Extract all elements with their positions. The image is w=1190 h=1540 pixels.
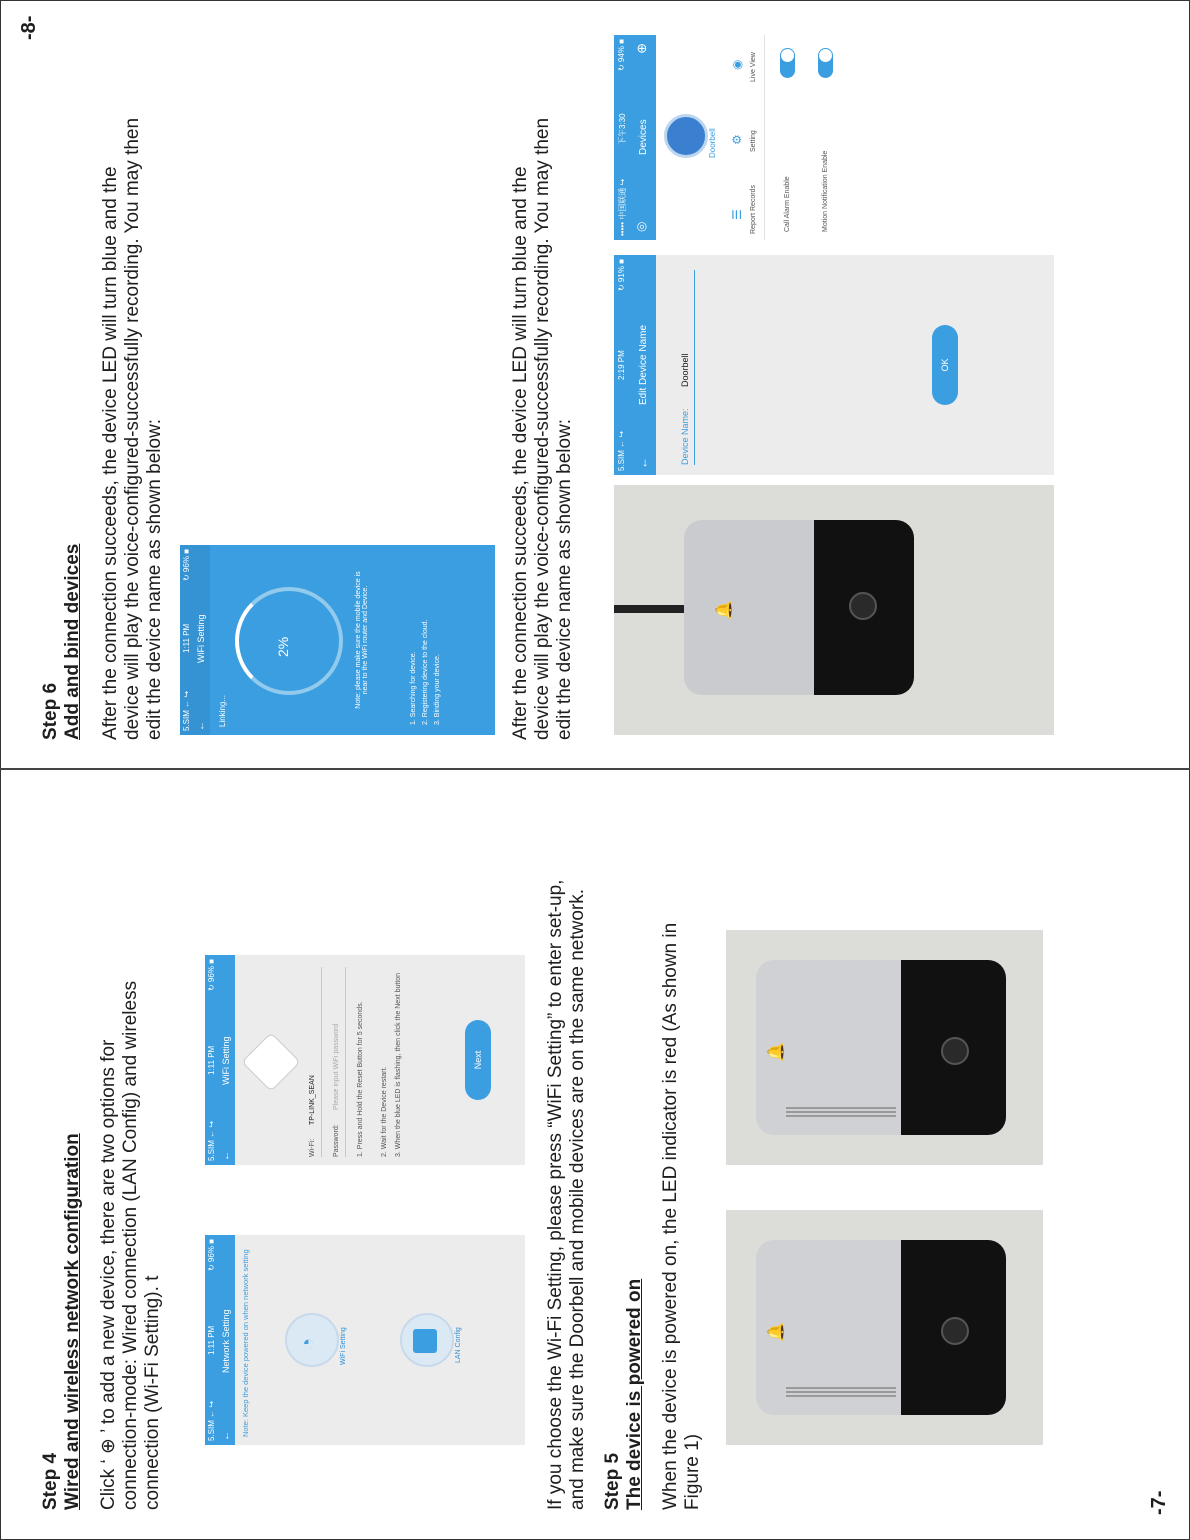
wifi-setting-screenshot: [205, 955, 525, 1165]
status-battery: ↻ 94% ■: [617, 39, 626, 71]
app-header: [205, 955, 235, 1165]
camera-lens-icon: [941, 1037, 969, 1065]
step6-body-3: edit the device name as shown below:: [144, 418, 165, 740]
screen-title: Network Setting: [221, 1309, 231, 1373]
devices-screenshot: [614, 35, 1054, 240]
setting-gear-icon[interactable]: ⚙: [730, 134, 744, 145]
network-setting-screenshot: [205, 1235, 525, 1445]
motion-notification-toggle[interactable]: [818, 48, 833, 78]
step6-title: Add and bind devices: [62, 543, 83, 740]
step4-body-2: connection-mode: Wired connection (LAN Config) and wireless: [120, 980, 141, 1510]
wifi-ssid-field[interactable]: TP-LINK_SEAN: [309, 1075, 316, 1125]
step4-title: Wired and wireless network configuration: [62, 1133, 83, 1510]
status-battery: ↻ 91% ■: [617, 259, 626, 291]
status-battery: ↻ 96% ■: [182, 549, 191, 581]
bell-led-icon: 🔔: [716, 600, 733, 620]
bell-led-icon: 🔔: [768, 1042, 785, 1062]
page-divider: [0, 769, 1190, 771]
add-device-icon[interactable]: ⊕: [634, 43, 649, 54]
step5-title: The device is powered on: [624, 1278, 645, 1510]
note-text: Note: please make sure the mobile device is near to the WiFi router and Device.: [355, 571, 369, 709]
progress-percent: 2%: [275, 636, 291, 657]
screen-title: WiFi Setting: [221, 1036, 231, 1085]
app-header: [614, 255, 656, 475]
link-step-2: 2. Registering device to the cloud.: [422, 619, 429, 725]
bell-led-icon: 🔔: [768, 1322, 785, 1342]
call-alarm-label: Call Alarm Enable: [784, 176, 791, 232]
link-step-3: 3. Binding your device.: [434, 654, 441, 725]
live-view-label: Live View: [750, 52, 757, 82]
status-carrier: 5.SIM ← ↪: [207, 1120, 216, 1161]
wifi-setting-label: WiFi Setting: [340, 1327, 347, 1365]
lan-icon: [413, 1329, 437, 1353]
status-time: 1:11 PM: [207, 1325, 216, 1355]
step6-repeat-3: edit the device name as shown below:: [554, 418, 575, 740]
instruction-2: 2. Wait for the Device restart.: [381, 1066, 388, 1157]
status-battery: ↻ 96% ■: [207, 959, 216, 991]
setting-label: Setting: [750, 130, 757, 152]
step6-body-1: After the connection succeeds, the device LED will turn blue and the: [100, 166, 121, 740]
page-number-right: -8-: [18, 15, 40, 40]
doorbell-photo-blue: [726, 930, 1043, 1165]
step5-label: Step 5: [602, 1452, 623, 1510]
next-button[interactable]: Next: [465, 1020, 491, 1100]
doorbell-photo-red: [726, 1210, 1043, 1445]
lan-config-label: LAN Config: [455, 1327, 462, 1363]
motion-notification-label: Motion Notification Enable: [822, 150, 829, 232]
linking-text: Linking...: [218, 694, 227, 727]
device-icon: [241, 1032, 300, 1091]
link-step-1: 1. Searching for device.: [410, 651, 417, 725]
step6-body-2: device will play the voice-configured-successfully recording. You may then: [122, 117, 143, 740]
camera-lens-icon: [849, 592, 877, 620]
note-text: Note: Keep the device powered on when network setting: [241, 1249, 250, 1437]
status-carrier: 5.SIM ← ↪: [182, 690, 191, 731]
app-header: [614, 35, 656, 240]
lan-config-button[interactable]: [400, 1313, 454, 1367]
speaker-grille: [786, 1387, 896, 1397]
step6-repeat-2: device will play the voice-configured-successfully recording. You may then: [532, 117, 553, 740]
back-arrow-icon[interactable]: ←: [636, 457, 650, 469]
status-carrier: 5.SIM ← ↪: [207, 1400, 216, 1441]
back-arrow-icon[interactable]: ←: [221, 1431, 232, 1441]
camera-lens-icon: [941, 1317, 969, 1345]
report-records-label: Report Records: [750, 184, 757, 234]
password-input[interactable]: Please input WiFi password: [333, 1023, 340, 1110]
status-time: 1:11 PM: [207, 1045, 216, 1075]
back-arrow-icon[interactable]: ←: [221, 1151, 232, 1161]
password-label: Password:: [333, 1124, 340, 1157]
wifi-note-1: If you choose the Wi-Fi Setting, please press “WiFi Setting” to enter set-up,: [545, 879, 566, 1510]
call-alarm-toggle[interactable]: [780, 48, 795, 78]
edit-device-name-screenshot: [614, 255, 1054, 475]
step5-body-1: When the device is powered on, the LED indicator is red (As shown in: [660, 922, 681, 1510]
screen-title: Edit Device Name: [638, 324, 649, 405]
device-name-input[interactable]: Doorbell: [680, 353, 690, 387]
instruction-3: 3. When the blue LED is flashing, then click the Next button: [395, 972, 402, 1157]
wifi-note-2: and make sure the Doorbell and mobile devices are on the same network.: [567, 888, 588, 1510]
divider: [764, 35, 765, 240]
device-name: Doorbell: [708, 128, 717, 158]
wifi-icon: ◔: [297, 1337, 319, 1350]
step4-label: Step 4: [40, 1452, 61, 1510]
status-time: 1:11 PM: [182, 623, 191, 653]
step5-body-2: Figure 1): [682, 1433, 703, 1510]
ok-button[interactable]: OK: [932, 325, 958, 405]
instruction-1: 1. Press and Hold the Reset Button for 5 seconds.: [357, 1001, 364, 1157]
input-underline: [694, 270, 695, 465]
doorbell-photo-angled: [614, 485, 1054, 735]
speaker-grille: [786, 1107, 896, 1117]
screen-title: WiFi Setting: [196, 614, 206, 663]
records-icon[interactable]: ☰: [730, 209, 744, 220]
doorbell-device-icon[interactable]: [664, 114, 708, 158]
step6-label: Step 6: [40, 682, 61, 740]
user-icon[interactable]: ◎: [634, 221, 648, 232]
app-header: [205, 1235, 235, 1445]
device-name-label: Device Name:: [680, 408, 690, 465]
status-carrier: ••••• 中国联通 ↪: [618, 178, 627, 236]
screen-title: Devices: [638, 119, 649, 155]
step6-repeat-1: After the connection succeeds, the device LED will turn blue and the: [510, 166, 531, 740]
linking-screenshot: [180, 545, 495, 735]
step4-body-3: connection (Wi-Fi Setting). t: [142, 1275, 163, 1510]
status-time: 2:19 PM: [617, 350, 626, 380]
divider: [321, 967, 322, 1157]
app-header: [180, 545, 210, 735]
wifi-field-label: Wi-Fi:: [309, 1138, 316, 1157]
divider: [345, 967, 346, 1157]
page-number-left: -7-: [1148, 1490, 1170, 1515]
cable: [614, 605, 684, 613]
live-view-camera-icon[interactable]: ◉: [730, 59, 744, 70]
wifi-setting-button[interactable]: [285, 1313, 339, 1367]
status-time: 下午3:30: [618, 113, 627, 145]
back-arrow-icon[interactable]: ←: [196, 721, 207, 731]
status-battery: ↻ 96% ■: [207, 1239, 216, 1271]
status-carrier: 5.SIM ← ↪: [617, 430, 626, 471]
step4-body-1: Click ‘ ⊕ ’ to add a new device, there are two options for: [98, 1039, 119, 1510]
